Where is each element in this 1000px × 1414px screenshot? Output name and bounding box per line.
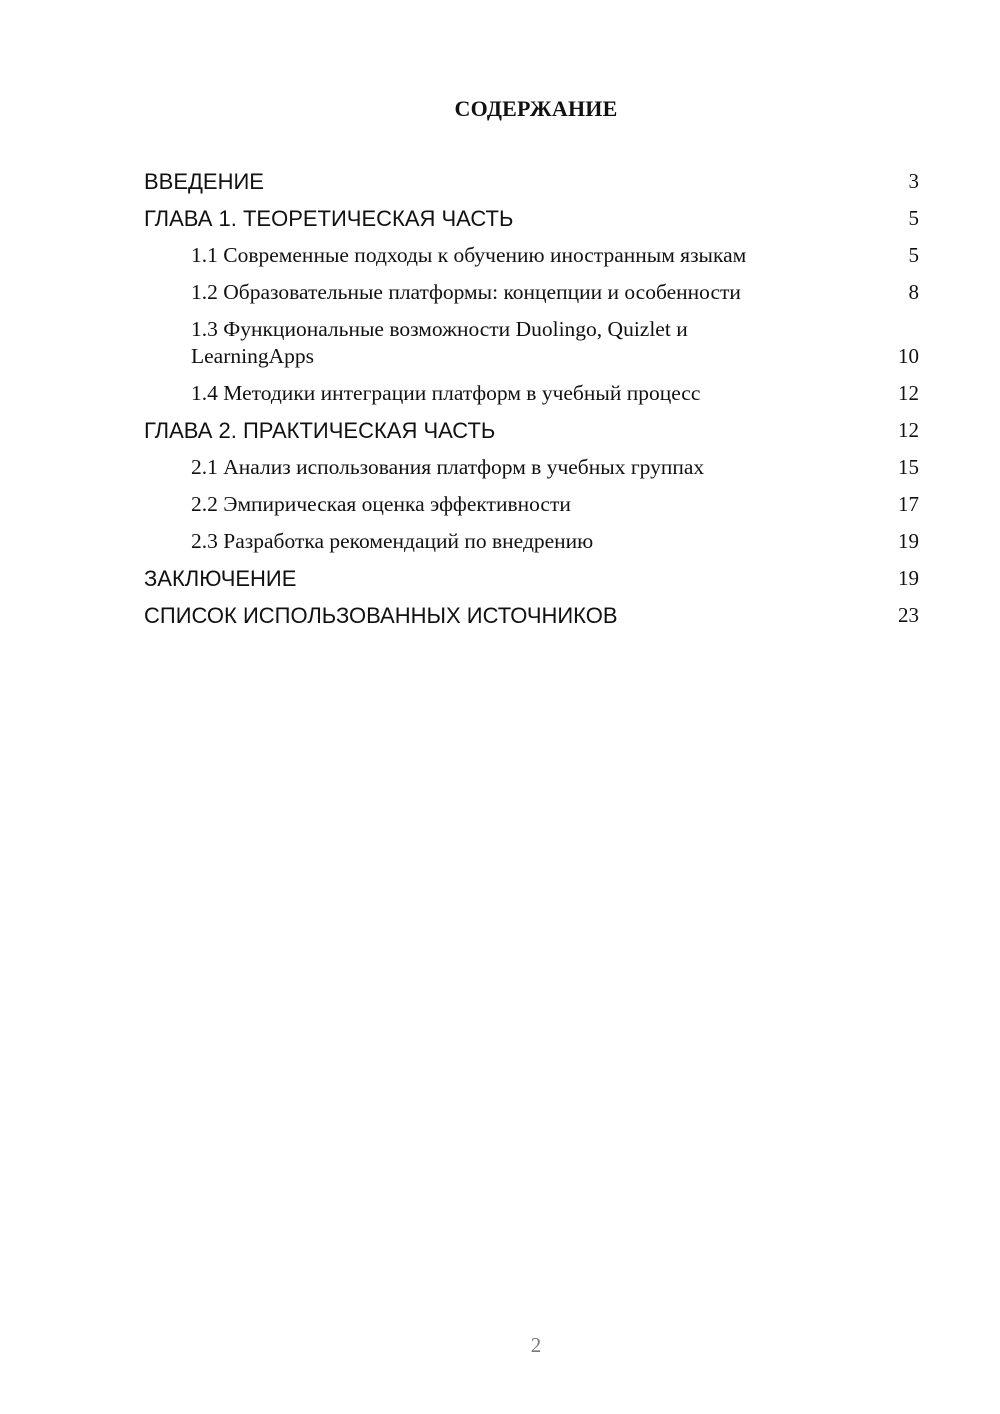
toc-entry-label: 2.1 Анализ использования платформ в учебных группах: [191, 455, 705, 479]
toc-entry-label: 2.3 Разработка рекомендаций по внедрению: [191, 529, 594, 553]
toc-entry-page: 5: [908, 243, 919, 267]
toc-entry-section-1-3[interactable]: [144, 316, 919, 370]
toc-entry-label: 1.4 Методики интеграции платформ в учебный процесс: [191, 381, 701, 405]
page-title: СОДЕРЖАНИЕ: [454, 96, 618, 121]
toc-entry-label: СПИСОК ИСПОЛЬЗОВАННЫХ ИСТОЧНИКОВ: [144, 603, 618, 628]
toc-entry-section-1-4[interactable]: [144, 380, 919, 407]
toc-entry-section-2-1[interactable]: [144, 454, 919, 481]
toc-entry-page: 15: [898, 455, 919, 479]
toc-entry-page: 10: [898, 344, 919, 368]
toc-entry-references[interactable]: [144, 602, 919, 629]
toc-entry-section-2-2[interactable]: [144, 491, 919, 518]
toc-entry-page: 17: [898, 492, 919, 516]
toc-entry-page: 8: [908, 280, 919, 304]
toc-entry-page: 3: [908, 169, 919, 193]
toc-entry-label: ГЛАВА 1. ТЕОРЕТИЧЕСКАЯ ЧАСТЬ: [144, 206, 514, 231]
toc-entry-page: 19: [898, 566, 919, 590]
toc-entry-label: 1.2 Образовательные платформы: концепции и особенности: [191, 280, 741, 304]
toc-entry-chapter-2[interactable]: [144, 417, 919, 444]
toc-entry-label: 1.3 Функциональные возможности Duolingo, Quizlet и LearningApps: [191, 317, 688, 368]
toc-entry-section-1-2[interactable]: [144, 279, 919, 306]
toc-entry-chapter-1[interactable]: [144, 205, 919, 232]
toc-entry-page: 12: [898, 418, 919, 442]
toc-entry-section-1-1[interactable]: [144, 242, 919, 269]
toc-entry-page: 12: [898, 381, 919, 405]
toc-entry-section-2-3[interactable]: [144, 528, 919, 555]
toc-entry-label: 1.1 Современные подходы к обучению иностранным языкам: [191, 243, 747, 267]
toc-entry-introduction[interactable]: [144, 168, 919, 195]
toc-entry-label: ГЛАВА 2. ПРАКТИЧЕСКАЯ ЧАСТЬ: [144, 418, 496, 443]
page-number: 2: [530, 1333, 542, 1357]
table-of-contents: [144, 168, 919, 639]
toc-entry-page: 19: [898, 529, 919, 553]
toc-entry-page: 23: [898, 603, 919, 627]
toc-entry-page: 5: [908, 206, 919, 230]
toc-entry-label: ЗАКЛЮЧЕНИЕ: [144, 566, 297, 591]
toc-entry-label: ВВЕДЕНИЕ: [144, 169, 264, 194]
toc-entry-conclusion[interactable]: [144, 565, 919, 592]
toc-entry-label: 2.2 Эмпирическая оценка эффективности: [191, 492, 571, 516]
